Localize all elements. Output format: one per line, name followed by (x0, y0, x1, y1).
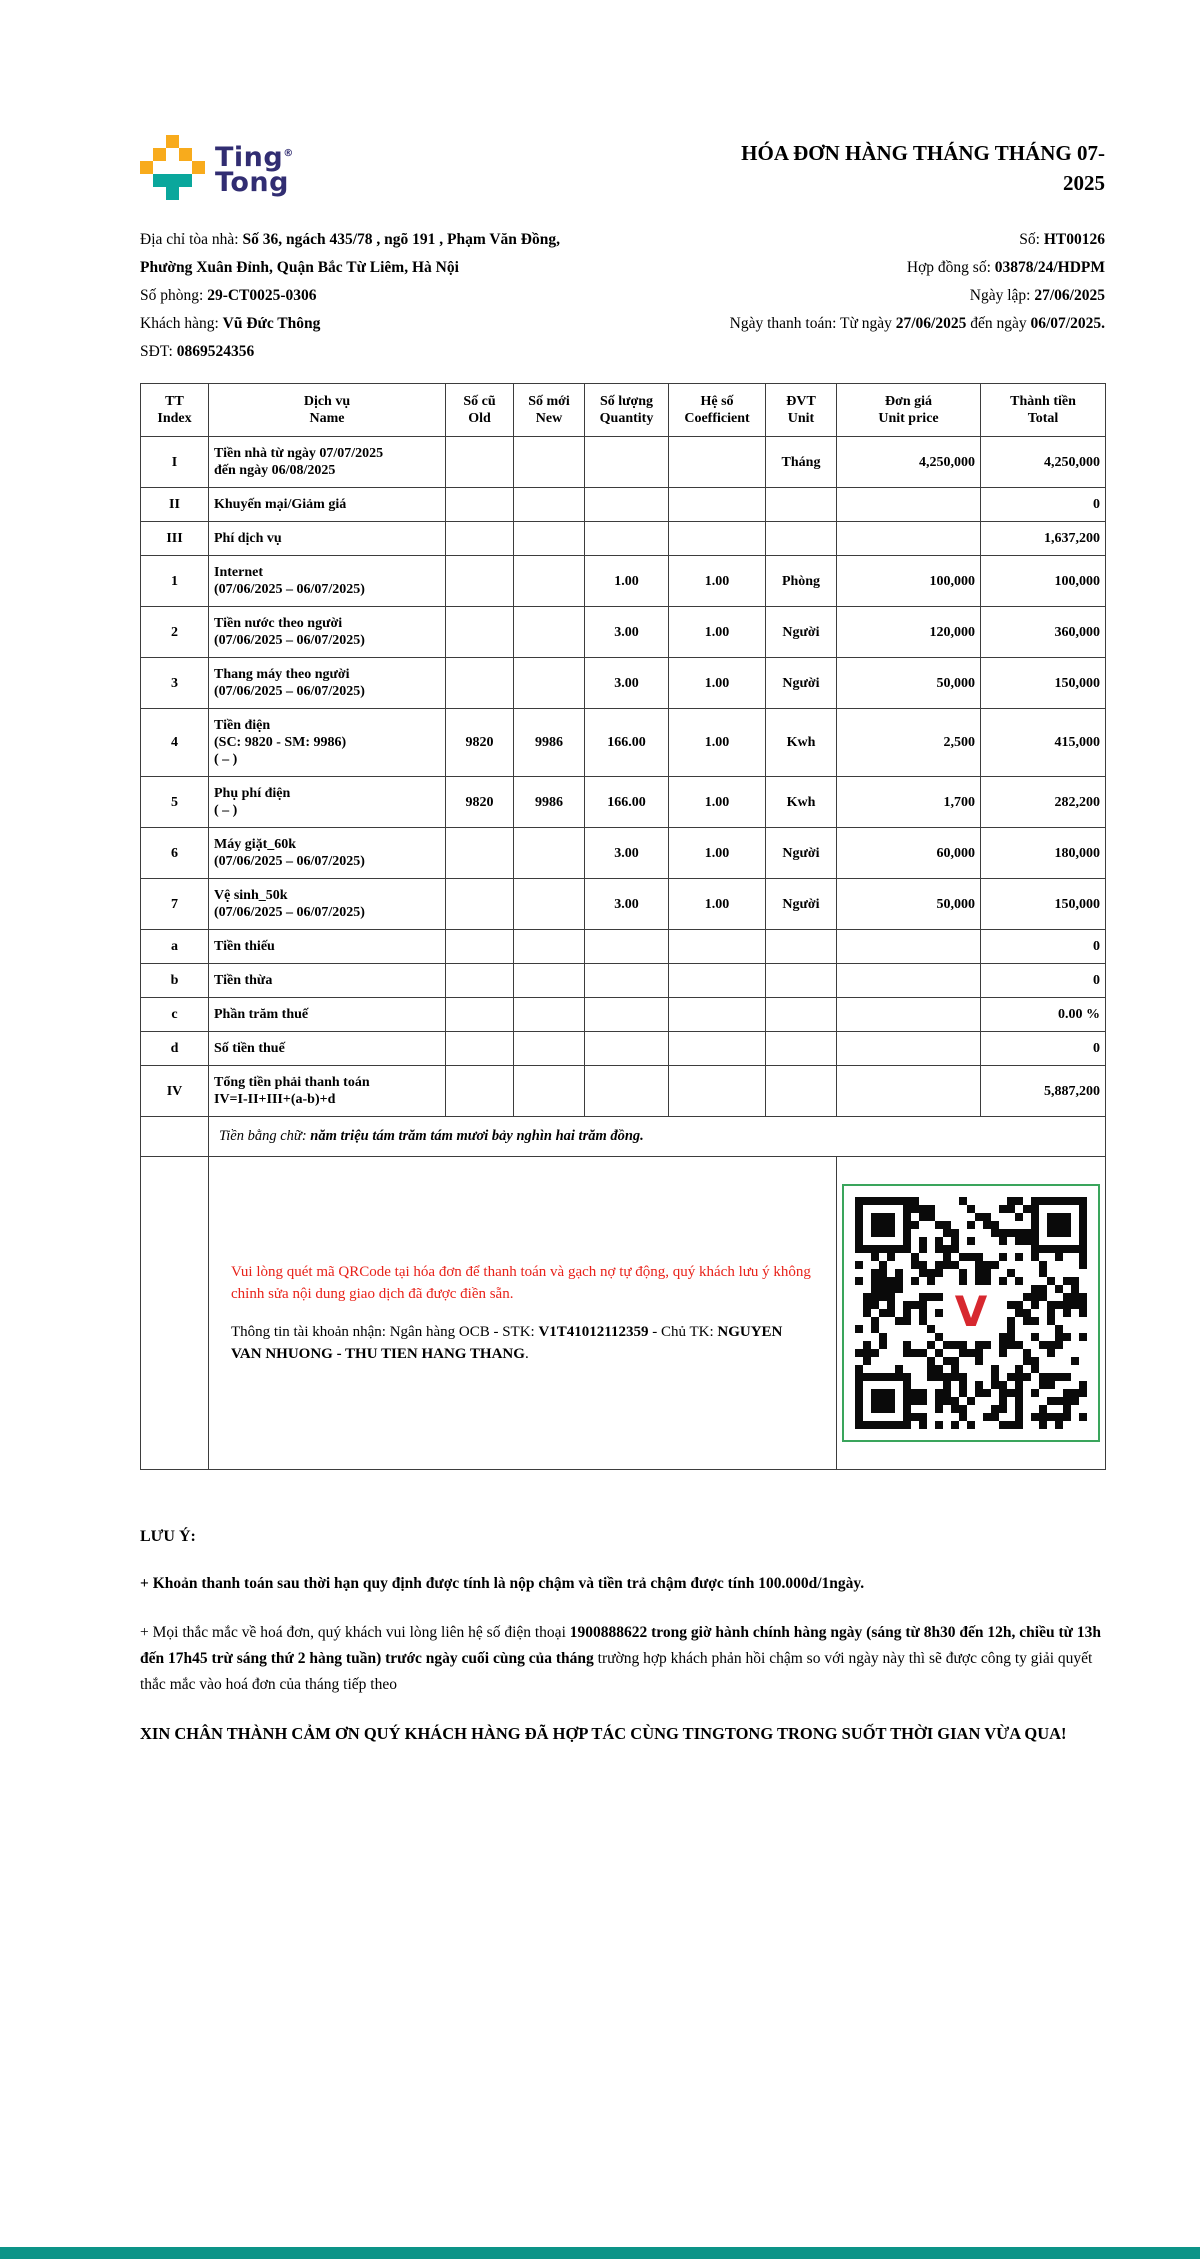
phone-label: SĐT: (140, 343, 177, 360)
cell-new (514, 556, 585, 607)
cell-qty: 166.00 (585, 777, 669, 828)
cell-qty: 3.00 (585, 658, 669, 709)
info-line-customer (140, 314, 1105, 333)
col-header-old: Số cũ Old (446, 384, 514, 437)
cell-coef (669, 522, 766, 556)
payment-from-date: 27/06/2025 (895, 315, 967, 332)
customer-value: Vũ Đức Thông (222, 315, 321, 332)
cell-old (446, 998, 514, 1032)
table-row (141, 522, 1106, 556)
cell-total: 150,000 (981, 658, 1106, 709)
cell-unit (766, 1066, 837, 1117)
room-value: 29-CT0025-0306 (207, 287, 317, 304)
cell-unit (766, 998, 837, 1032)
table-row (141, 437, 1106, 488)
cell-total: 150,000 (981, 879, 1106, 930)
invoice-no-value: HT00126 (1043, 231, 1105, 248)
col-header-name: Dịch vụ Name (209, 384, 446, 437)
cell-old (446, 930, 514, 964)
cell-qty (585, 998, 669, 1032)
cell-qty: 3.00 (585, 879, 669, 930)
cell-total: 0 (981, 930, 1106, 964)
room-label: Số phòng: (140, 287, 208, 304)
cell-unit: Tháng (766, 437, 837, 488)
cell-index: d (141, 1032, 209, 1066)
brand-wordmark (215, 141, 294, 198)
payment-mid-label: đến ngày (966, 315, 1031, 332)
cell-name: Số tiền thuế (209, 1032, 446, 1066)
cell-qty (585, 1032, 669, 1066)
cell-new (514, 998, 585, 1032)
col-header-coefficient: Hệ số Coefficient (669, 384, 766, 437)
address-value2: Phường Xuân Đỉnh, Quận Bắc Từ Liêm, Hà Nội (140, 259, 459, 276)
cell-index: b (141, 964, 209, 998)
cell-name: Tiền thiếu (209, 930, 446, 964)
col-header-quantity: Số lượng Quantity (585, 384, 669, 437)
cell-index: 7 (141, 879, 209, 930)
cell-new (514, 964, 585, 998)
cell-unit (766, 1032, 837, 1066)
cell-coef: 1.00 (669, 556, 766, 607)
address-value: Số 36, ngách 435/78 , ngõ 191 , Phạm Văn Đồng, (242, 231, 560, 248)
cell-total: 100,000 (981, 556, 1106, 607)
tingtong-logo-icon (140, 135, 205, 200)
note-contact: + Mọi thắc mắc về hoá đơn, quý khách vui lòng liên hệ số điện thoại 1900888622 trong giờ hành chính hàng ngày (sáng từ 8h30 đến 12h, chiều từ 13h đến 17h45 trừ sáng thứ 2 hàng tuần) trước ngày cuối cùng của tháng trường hợp khách phản hồi chậm so với ngày này thì sẽ được công ty giải quyết thắc mắc vào hoá đơn của tháng tiếp theo (140, 1624, 1101, 1693)
cell-index: a (141, 930, 209, 964)
cell-old (446, 658, 514, 709)
amount-in-words-value: năm triệu tám trăm tám mươi bảy nghìn hai trăm đồng. (310, 1128, 644, 1144)
cell-total: 360,000 (981, 607, 1106, 658)
notes-heading: LƯU Ý: (140, 1528, 196, 1545)
cell-name: Tiền nhà từ ngày 07/07/2025 đến ngày 06/08/2025 (209, 437, 446, 488)
cell-price: 60,000 (837, 828, 981, 879)
table-row (141, 930, 1106, 964)
cell-old: 9820 (446, 709, 514, 777)
cell-qty: 1.00 (585, 556, 669, 607)
cell-old (446, 879, 514, 930)
cell-unit (766, 930, 837, 964)
cell-name: Tiền thừa (209, 964, 446, 998)
brand-line1: Ting® (215, 142, 294, 173)
cell-price: 120,000 (837, 607, 981, 658)
cell-empty (141, 1117, 209, 1157)
cell-name: Máy giặt_60k (07/06/2025 – 06/07/2025) (209, 828, 446, 879)
cell-total: 0.00 % (981, 998, 1106, 1032)
cell-price: 4,250,000 (837, 437, 981, 488)
table-row (141, 1066, 1106, 1117)
cell-total: 0 (981, 488, 1106, 522)
cell-new (514, 1032, 585, 1066)
cell-name: Tổng tiền phải thanh toán IV=I-II+III+(a-b)+d (209, 1066, 446, 1117)
cell-qty: 3.00 (585, 828, 669, 879)
table-row (141, 998, 1106, 1032)
table-row (141, 964, 1106, 998)
footer-bar (0, 2247, 1200, 2259)
cell-total: 0 (981, 964, 1106, 998)
cell-index: c (141, 998, 209, 1032)
cell-new (514, 879, 585, 930)
cell-price: 1,700 (837, 777, 981, 828)
payment-to-date: 06/07/2025. (1030, 315, 1105, 332)
issue-date-value: 27/06/2025 (1034, 287, 1105, 304)
cell-new (514, 607, 585, 658)
col-header-total: Thành tiền Total (981, 384, 1106, 437)
cell-new (514, 930, 585, 964)
cell-price (837, 998, 981, 1032)
cell-index: I (141, 437, 209, 488)
cell-name: Tiền nước theo người (07/06/2025 – 06/07/2025) (209, 607, 446, 658)
cell-name: Vệ sinh_50k (07/06/2025 – 06/07/2025) (209, 879, 446, 930)
cell-old (446, 522, 514, 556)
cell-price (837, 930, 981, 964)
invoice-no-label: Số: (1019, 231, 1044, 248)
cell-total: 4,250,000 (981, 437, 1106, 488)
cell-index: 1 (141, 556, 209, 607)
table-footer-rows (141, 1117, 1106, 1470)
cell-unit (766, 522, 837, 556)
cell-old (446, 1066, 514, 1117)
invoice-title-line2: 2025 (1063, 171, 1105, 195)
address-label: Địa chỉ tòa nhà: (140, 231, 243, 248)
cell-coef: 1.00 (669, 658, 766, 709)
account-holder: NGUYEN VAN NHUONG - THU TIEN HANG THANG (231, 1324, 783, 1362)
cell-coef (669, 930, 766, 964)
table-row (141, 658, 1106, 709)
table-row (141, 777, 1106, 828)
cell-index: 6 (141, 828, 209, 879)
cell-coef (669, 1066, 766, 1117)
cell-name: Phần trăm thuế (209, 998, 446, 1032)
cell-name: Phụ phí điện ( – ) (209, 777, 446, 828)
col-header-index: TT Index (141, 384, 209, 437)
payment-row (141, 1157, 1106, 1470)
cell-qty (585, 930, 669, 964)
table-row (141, 607, 1106, 658)
cell-price (837, 1066, 981, 1117)
cell-unit: Người (766, 828, 837, 879)
contract-value: 03878/24/HDPM (994, 259, 1105, 276)
cell-new: 9986 (514, 709, 585, 777)
invoice-table (140, 383, 1106, 1470)
info-line-address2 (140, 258, 1105, 277)
cell-new (514, 1066, 585, 1117)
invoice-title-line1: HÓA ĐƠN HÀNG THÁNG THÁNG 07- (741, 141, 1105, 165)
cell-unit (766, 964, 837, 998)
cell-new (514, 658, 585, 709)
cell-total: 0 (981, 1032, 1106, 1066)
table-row (141, 879, 1106, 930)
cell-old (446, 556, 514, 607)
cell-total: 1,637,200 (981, 522, 1106, 556)
cell-index: IV (141, 1066, 209, 1117)
table-header (141, 384, 1106, 437)
cell-index: 5 (141, 777, 209, 828)
cell-name: Thang máy theo người (07/06/2025 – 06/07/2025) (209, 658, 446, 709)
cell-coef: 1.00 (669, 709, 766, 777)
info-line-address (140, 230, 1105, 249)
phone-value: 0869524356 (176, 343, 255, 360)
header (140, 135, 1105, 200)
cell-old (446, 964, 514, 998)
cell-qty (585, 522, 669, 556)
cell-new (514, 828, 585, 879)
cell-old (446, 437, 514, 488)
cell-coef: 1.00 (669, 879, 766, 930)
info-line-phone (140, 342, 1105, 361)
cell-price (837, 488, 981, 522)
cell-coef (669, 1032, 766, 1066)
table-row (141, 556, 1106, 607)
cell-total: 180,000 (981, 828, 1106, 879)
table-row (141, 709, 1106, 777)
cell-name: Phí dịch vụ (209, 522, 446, 556)
cell-unit: Người (766, 879, 837, 930)
cell-name: Tiền điện (SC: 9820 - SM: 9986) ( – ) (209, 709, 446, 777)
cell-price: 2,500 (837, 709, 981, 777)
account-label: Thông tin tài khoản nhận: Ngân hàng OCB - STK: (231, 1324, 539, 1340)
invoice-info (140, 230, 1105, 361)
cell-coef (669, 964, 766, 998)
v-logo-icon: V (954, 1287, 988, 1337)
payment-period-label: Ngày thanh toán: Từ ngày (729, 315, 896, 332)
cell-new (514, 437, 585, 488)
cell-qty (585, 1066, 669, 1117)
cell-empty (141, 1157, 209, 1470)
cell-qty (585, 437, 669, 488)
cell-total: 282,200 (981, 777, 1106, 828)
cell-index: II (141, 488, 209, 522)
table-row (141, 828, 1106, 879)
cell-index: 4 (141, 709, 209, 777)
invoice-title (455, 138, 1105, 198)
cell-price: 100,000 (837, 556, 981, 607)
closing-thanks: XIN CHÂN THÀNH CẢM ƠN QUÝ KHÁCH HÀNG ĐÃ HỢP TÁC CÙNG TINGTONG TRONG SUỐT THỜI GIAN VỪA QUA! (140, 1724, 1067, 1743)
cell-unit: Kwh (766, 709, 837, 777)
table-row (141, 488, 1106, 522)
contract-label: Hợp đồng số: (906, 259, 995, 276)
amount-in-words-row (141, 1117, 1106, 1157)
cell-index: 3 (141, 658, 209, 709)
cell-coef: 1.00 (669, 777, 766, 828)
info-line-room (140, 286, 1105, 305)
customer-label: Khách hàng: (140, 315, 223, 332)
cell-new (514, 522, 585, 556)
cell-old (446, 488, 514, 522)
col-header-unit-price: Đơn giá Unit price (837, 384, 981, 437)
cell-old (446, 828, 514, 879)
qr-code-cell (837, 1157, 1106, 1470)
cell-price: 50,000 (837, 658, 981, 709)
cell-name: Khuyến mại/Giảm giá (209, 488, 446, 522)
cell-unit: Phòng (766, 556, 837, 607)
cell-coef: 1.00 (669, 828, 766, 879)
issue-date-label: Ngày lập: (969, 287, 1035, 304)
cell-price (837, 964, 981, 998)
table-row (141, 1032, 1106, 1066)
cell-qty (585, 964, 669, 998)
cell-unit: Người (766, 658, 837, 709)
qr-instruction-text: Vui lòng quét mã QRCode tại hóa đơn để thanh toán và gạch nợ tự động, quý khách lưu ý không chỉnh sửa nội dung giao dịch đã được điền sẵn. (231, 1264, 811, 1302)
cell-old (446, 1032, 514, 1066)
note-late-fee: + Khoản thanh toán sau thời hạn quy định được tính là nộp chậm và tiền trả chậm được tính 100.000d/1ngày. (140, 1575, 865, 1592)
cell-total: 415,000 (981, 709, 1106, 777)
cell-coef (669, 998, 766, 1032)
cell-price (837, 522, 981, 556)
cell-qty: 3.00 (585, 607, 669, 658)
cell-old: 9820 (446, 777, 514, 828)
cell-new: 9986 (514, 777, 585, 828)
cell-new (514, 488, 585, 522)
registered-mark: ® (283, 148, 294, 159)
cell-price (837, 1032, 981, 1066)
account-number: V1T41012112359 (538, 1324, 649, 1340)
cell-coef: 1.00 (669, 607, 766, 658)
hotline-number: 1900888622 (569, 1624, 648, 1641)
notes-section (140, 1528, 1105, 1747)
amount-in-words-label: Tiền bằng chữ: (219, 1128, 311, 1144)
account-info-text: Thông tin tài khoản nhận: Ngân hàng OCB - STK: V1T41012112359 - Chủ TK: NGUYEN VAN NHUONG - THU TIEN HANG THANG. (231, 1324, 783, 1362)
cell-qty (585, 488, 669, 522)
amount-in-words-cell (209, 1117, 1106, 1157)
cell-index: 2 (141, 607, 209, 658)
cell-coef (669, 488, 766, 522)
cell-unit: Người (766, 607, 837, 658)
cell-index: III (141, 522, 209, 556)
cell-old (446, 607, 514, 658)
payment-instructions (209, 1157, 837, 1470)
cell-unit: Kwh (766, 777, 837, 828)
table-rows (141, 437, 1106, 1117)
cell-coef (669, 437, 766, 488)
cell-name: Internet (07/06/2025 – 06/07/2025) (209, 556, 446, 607)
qr-frame (842, 1184, 1100, 1442)
brand-logo (140, 135, 294, 200)
cell-unit (766, 488, 837, 522)
col-header-unit: ĐVT Unit (766, 384, 837, 437)
cell-price: 50,000 (837, 879, 981, 930)
brand-line2: Tong (215, 167, 289, 198)
account-holder-label: - Chủ TK: (648, 1324, 718, 1340)
col-header-new: Số mới New (514, 384, 585, 437)
cell-total: 5,887,200 (981, 1066, 1106, 1117)
cell-qty: 166.00 (585, 709, 669, 777)
